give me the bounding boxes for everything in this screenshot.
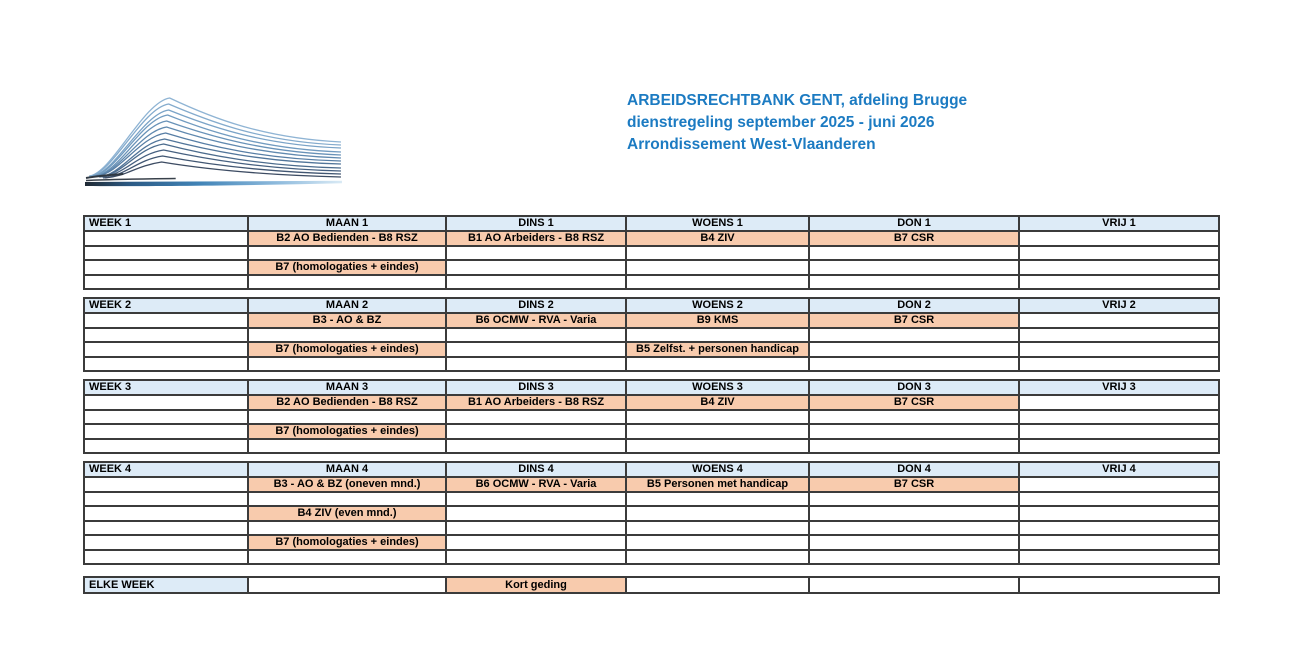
empty-cell <box>248 492 446 506</box>
empty-cell <box>1019 410 1219 424</box>
empty-cell <box>1019 328 1219 342</box>
every-week-label-cell: ELKE WEEK <box>84 577 248 593</box>
session-cell: B1 AO Arbeiders - B8 RSZ <box>446 231 626 246</box>
schedule-row <box>84 492 1219 506</box>
empty-cell <box>626 492 809 506</box>
session-cell: B5 Zelfst. + personen handicap <box>626 342 809 357</box>
session-cell: B3 - AO & BZ <box>248 313 446 328</box>
empty-cell <box>446 535 626 550</box>
day-header-cell: WOENS 3 <box>626 380 809 395</box>
empty-cell <box>446 506 626 521</box>
empty-cell <box>1019 550 1219 564</box>
session-cell: B7 CSR <box>809 231 1019 246</box>
schedule-row <box>84 506 1219 521</box>
empty-cell <box>248 328 446 342</box>
empty-cell <box>626 439 809 453</box>
empty-cell <box>248 521 446 535</box>
empty-cell <box>446 492 626 506</box>
empty-cell <box>84 231 248 246</box>
empty-cell <box>626 328 809 342</box>
session-cell: B6 OCMW - RVA - Varia <box>446 477 626 492</box>
empty-cell <box>809 439 1019 453</box>
court-logo <box>85 90 347 188</box>
empty-cell <box>248 410 446 424</box>
session-cell: Kort geding <box>446 577 626 593</box>
empty-cell <box>1019 357 1219 371</box>
empty-cell <box>809 260 1019 275</box>
empty-cell <box>84 424 248 439</box>
week-header-row <box>84 216 1219 231</box>
session-cell: B7 (homologaties + eindes) <box>248 535 446 550</box>
day-header-cell: VRIJ 4 <box>1019 462 1219 477</box>
empty-cell <box>626 410 809 424</box>
empty-cell <box>809 577 1019 593</box>
schedule-row <box>84 357 1219 371</box>
day-header-cell: VRIJ 2 <box>1019 298 1219 313</box>
empty-cell <box>84 395 248 410</box>
session-cell: B2 AO Bedienden - B8 RSZ <box>248 231 446 246</box>
session-cell: B1 AO Arbeiders - B8 RSZ <box>446 395 626 410</box>
empty-cell <box>1019 395 1219 410</box>
empty-cell <box>1019 231 1219 246</box>
empty-cell <box>626 260 809 275</box>
week-header-row <box>84 380 1219 395</box>
day-header-cell: WOENS 2 <box>626 298 809 313</box>
empty-cell <box>626 275 809 289</box>
schedule-row <box>84 410 1219 424</box>
session-cell: B7 CSR <box>809 395 1019 410</box>
schedule-row <box>84 246 1219 260</box>
schedule-row <box>84 275 1219 289</box>
empty-cell <box>809 550 1019 564</box>
empty-cell <box>84 492 248 506</box>
schedule-row <box>84 395 1219 410</box>
empty-cell <box>248 246 446 260</box>
session-cell: B3 - AO & BZ (oneven mnd.) <box>248 477 446 492</box>
empty-cell <box>84 439 248 453</box>
day-header-cell: MAAN 1 <box>248 216 446 231</box>
session-cell: B7 (homologaties + eindes) <box>248 342 446 357</box>
empty-cell <box>1019 506 1219 521</box>
empty-cell <box>446 275 626 289</box>
empty-cell <box>809 492 1019 506</box>
empty-cell <box>626 246 809 260</box>
empty-cell <box>1019 521 1219 535</box>
session-cell: B4 ZIV (even mnd.) <box>248 506 446 521</box>
empty-cell <box>1019 477 1219 492</box>
empty-cell <box>446 260 626 275</box>
empty-cell <box>84 506 248 521</box>
week-label-cell: WEEK 2 <box>84 298 248 313</box>
week-label-cell: WEEK 3 <box>84 380 248 395</box>
session-cell: B5 Personen met handicap <box>626 477 809 492</box>
empty-cell <box>626 424 809 439</box>
empty-cell <box>248 550 446 564</box>
empty-cell <box>84 410 248 424</box>
week-label-cell: WEEK 1 <box>84 216 248 231</box>
day-header-cell: VRIJ 1 <box>1019 216 1219 231</box>
schedule-row <box>84 477 1219 492</box>
week-label-cell: WEEK 4 <box>84 462 248 477</box>
empty-cell <box>809 410 1019 424</box>
day-header-cell: WOENS 4 <box>626 462 809 477</box>
empty-cell <box>446 342 626 357</box>
session-cell: B7 CSR <box>809 477 1019 492</box>
empty-cell <box>446 550 626 564</box>
empty-cell <box>626 550 809 564</box>
empty-cell <box>809 521 1019 535</box>
day-header-cell: DON 4 <box>809 462 1019 477</box>
empty-cell <box>84 535 248 550</box>
day-header-cell: MAAN 2 <box>248 298 446 313</box>
empty-cell <box>1019 260 1219 275</box>
day-header-cell: DON 3 <box>809 380 1019 395</box>
empty-cell <box>1019 275 1219 289</box>
empty-cell <box>84 328 248 342</box>
title-line-court: ARBEIDSRECHTBANK GENT, afdeling Brugge <box>627 92 968 109</box>
empty-cell <box>446 521 626 535</box>
day-header-cell: MAAN 3 <box>248 380 446 395</box>
schedule-row <box>84 535 1219 550</box>
session-cell: B7 CSR <box>809 313 1019 328</box>
empty-cell <box>1019 492 1219 506</box>
empty-cell <box>248 577 446 593</box>
schedule-row <box>84 231 1219 246</box>
title-line-period: dienstregeling september 2025 - juni 2026 <box>627 114 935 131</box>
empty-cell <box>446 357 626 371</box>
empty-cell <box>1019 577 1219 593</box>
empty-cell <box>1019 535 1219 550</box>
empty-cell <box>248 357 446 371</box>
empty-cell <box>809 357 1019 371</box>
day-header-cell: DON 2 <box>809 298 1019 313</box>
empty-cell <box>809 535 1019 550</box>
every-week-row <box>84 577 1219 593</box>
empty-cell <box>626 506 809 521</box>
empty-cell <box>809 328 1019 342</box>
day-header-cell: VRIJ 3 <box>1019 380 1219 395</box>
empty-cell <box>446 410 626 424</box>
empty-cell <box>84 521 248 535</box>
day-header-cell: DINS 1 <box>446 216 626 231</box>
empty-cell <box>446 328 626 342</box>
day-header-cell: WOENS 1 <box>626 216 809 231</box>
empty-cell <box>626 521 809 535</box>
session-cell: B9 KMS <box>626 313 809 328</box>
document-title <box>627 90 967 156</box>
session-cell: B7 (homologaties + eindes) <box>248 424 446 439</box>
empty-cell <box>1019 439 1219 453</box>
week-header-row <box>84 462 1219 477</box>
empty-cell <box>446 424 626 439</box>
day-header-cell: DINS 4 <box>446 462 626 477</box>
empty-cell <box>84 313 248 328</box>
empty-cell <box>1019 342 1219 357</box>
empty-cell <box>809 342 1019 357</box>
day-header-cell: DINS 2 <box>446 298 626 313</box>
title-line-district: Arrondissement West-Vlaanderen <box>627 136 876 153</box>
court-logo-graphic <box>85 90 347 188</box>
week-header-row <box>84 298 1219 313</box>
schedule-row <box>84 328 1219 342</box>
duty-schedule-table <box>83 215 1222 601</box>
session-cell: B2 AO Bedienden - B8 RSZ <box>248 395 446 410</box>
empty-cell <box>446 439 626 453</box>
empty-cell <box>626 357 809 371</box>
session-cell: B7 (homologaties + eindes) <box>248 260 446 275</box>
empty-cell <box>84 260 248 275</box>
empty-cell <box>84 357 248 371</box>
empty-cell <box>1019 313 1219 328</box>
empty-cell <box>248 275 446 289</box>
session-cell: B4 ZIV <box>626 231 809 246</box>
schedule-row <box>84 342 1219 357</box>
empty-cell <box>809 275 1019 289</box>
empty-cell <box>84 550 248 564</box>
day-header-cell: DON 1 <box>809 216 1019 231</box>
empty-cell <box>1019 246 1219 260</box>
empty-cell <box>84 342 248 357</box>
schedule-row <box>84 313 1219 328</box>
schedule-row <box>84 424 1219 439</box>
session-cell: B6 OCMW - RVA - Varia <box>446 313 626 328</box>
day-header-cell: DINS 3 <box>446 380 626 395</box>
empty-cell <box>809 246 1019 260</box>
day-header-cell: MAAN 4 <box>248 462 446 477</box>
empty-cell <box>248 439 446 453</box>
schedule-row <box>84 439 1219 453</box>
empty-cell <box>626 535 809 550</box>
empty-cell <box>84 477 248 492</box>
schedule-row <box>84 521 1219 535</box>
empty-cell <box>1019 424 1219 439</box>
schedule-row <box>84 550 1219 564</box>
empty-cell <box>809 424 1019 439</box>
session-cell: B4 ZIV <box>626 395 809 410</box>
empty-cell <box>446 246 626 260</box>
schedule-row <box>84 260 1219 275</box>
empty-cell <box>809 506 1019 521</box>
empty-cell <box>84 246 248 260</box>
empty-cell <box>626 577 809 593</box>
empty-cell <box>84 275 248 289</box>
